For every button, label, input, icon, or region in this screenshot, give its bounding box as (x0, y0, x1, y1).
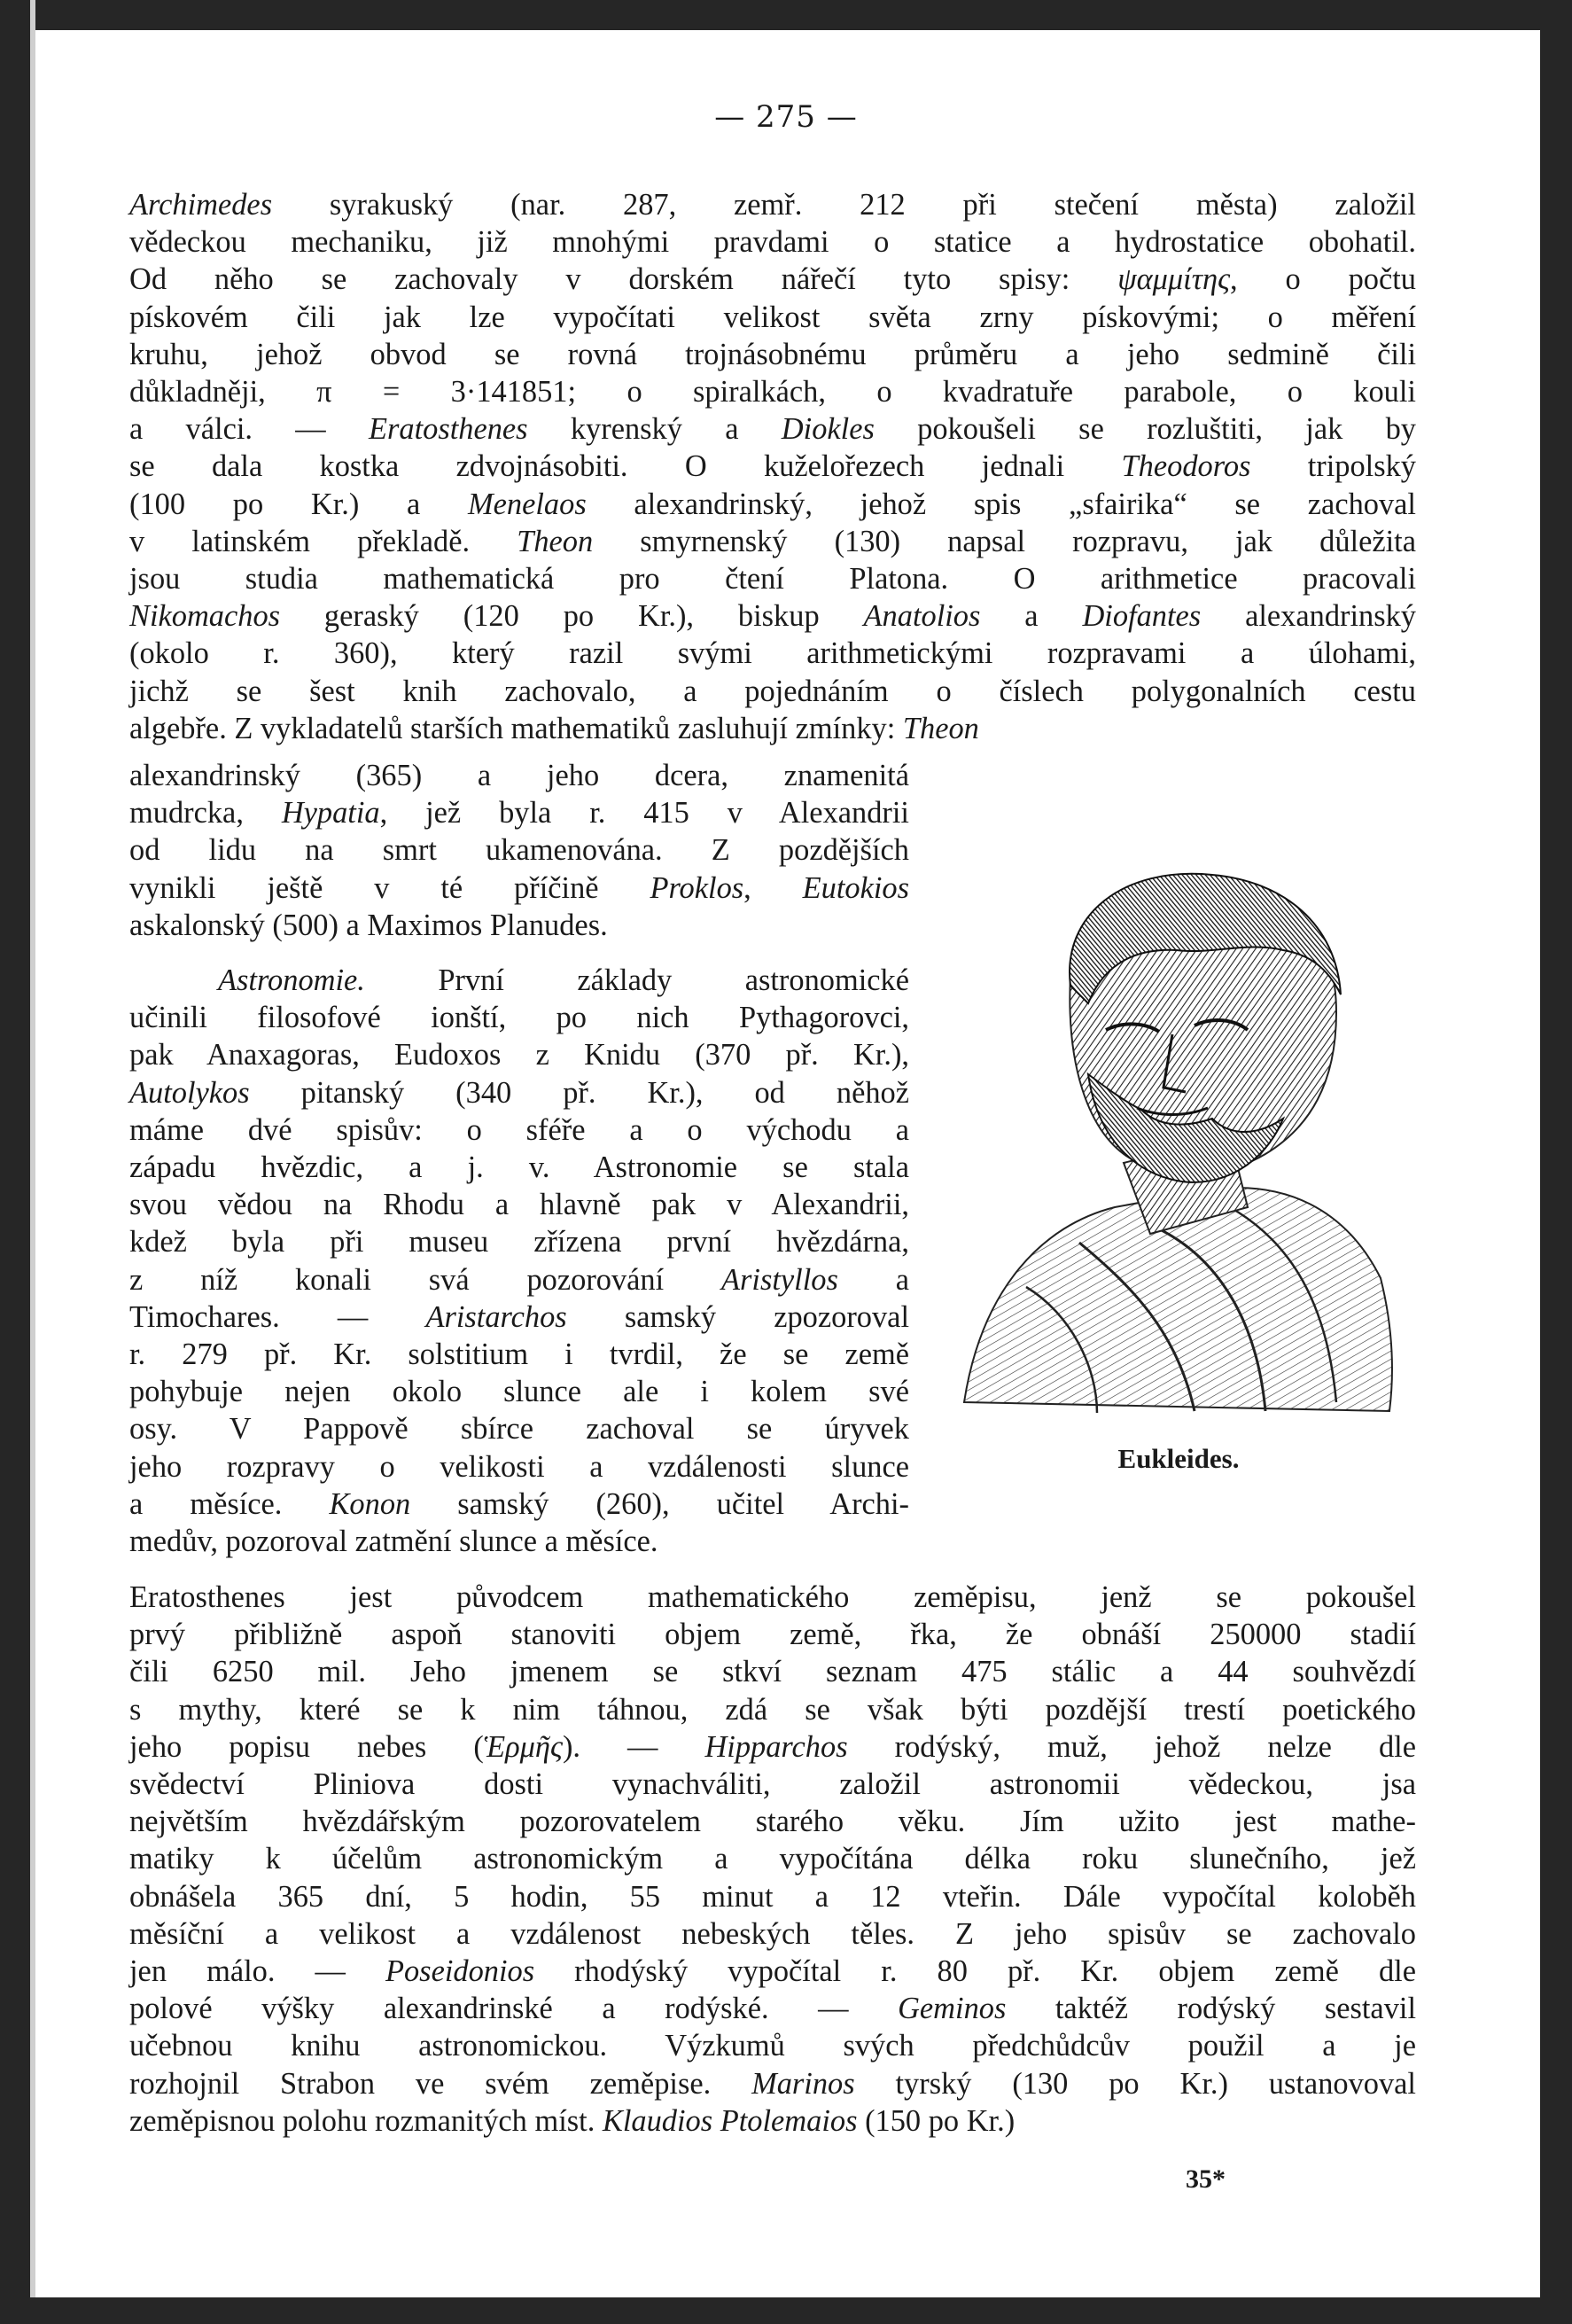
text-run: rozhojnil Strabon ve svém zeměpise. (129, 2066, 752, 2101)
text-run: (okolo r. 360), který razil svými arithmetickými rozpravami a úlohami, (129, 636, 1416, 671)
text-run: největším hvězdářským pozorovatelem starého věku. Jím užito jest mathe- (129, 1805, 1416, 1839)
text-run: tripolský (1250, 449, 1416, 484)
text-line (129, 1653, 1416, 1690)
italic-term: Eutokios (802, 870, 910, 905)
scan-edge-right (1540, 0, 1572, 2324)
text-run: máme dvé spisův: o sféře a o východu a (129, 1112, 909, 1147)
text-run: medův, pozoroval zatmění slunce a měsíce. (129, 1525, 658, 1559)
text-run: smyrnenský (130) napsal rozpravu, jak důležita (593, 524, 1416, 558)
italic-term: Diokles (781, 412, 875, 447)
text-line (129, 635, 1416, 672)
text-run: algebře. Z vykladatelů starších mathematiků zasluhují zmínky: (129, 711, 903, 745)
italic-term: Nikomachos (129, 599, 281, 634)
text-run: osy. V Pappově sbírce zachoval se úryvek (129, 1412, 909, 1447)
text-run: učinili filosofové ionští, po nich Pythagorovci, (129, 1001, 909, 1035)
text-line (129, 1036, 909, 1073)
text-run: syrakuský (nar. 287, zemř. 212 při stečení města) založil (272, 188, 1416, 222)
text-line (129, 757, 909, 794)
text-line (129, 1486, 909, 1523)
eukleides-portrait (946, 870, 1400, 1420)
italic-term: Anatolios (863, 599, 981, 634)
text-run: alexandrinský, jehož spis „sfairika“ se zachoval (586, 487, 1416, 521)
text-line (129, 1373, 909, 1410)
text-run: r. 279 př. Kr. solstitium i tvrdil, že se země (129, 1337, 909, 1372)
text-line (129, 1223, 909, 1260)
text-run: kdež byla při museu zřízena první hvězdárna, (129, 1225, 909, 1259)
text-run: zeměpisnou polohu rozmanitých míst. (129, 2103, 603, 2138)
text-run: pohybuje nejen okolo slunce ale i kolem své (129, 1375, 909, 1409)
text-line (129, 597, 1416, 635)
italic-term: Autolykos (129, 1075, 250, 1110)
text-line (129, 560, 1416, 597)
text-run: taktéž rodýský sestavil (1006, 1992, 1417, 2026)
italic-term: Theon (902, 711, 979, 745)
text-line (129, 486, 1416, 523)
italic-term: Archimedes (129, 188, 273, 222)
figure-caption: Eukleides. (1117, 1443, 1240, 1474)
text-run: geraský (120 po Kr.), biskup (280, 599, 864, 634)
scan-edge-top (0, 0, 1572, 30)
text-run: (100 po Kr.) a (129, 487, 468, 521)
text-line (129, 673, 1416, 710)
text-run: polové výšky alexandrinské a rodýské. — (129, 1992, 899, 2026)
text-line (129, 962, 909, 999)
text-run: mudrcka, (129, 796, 282, 831)
scan-edge-left-inner (30, 0, 35, 2324)
text-run: a (980, 599, 1083, 634)
text-run: samský (260), učitel Archi- (410, 1486, 909, 1521)
text-run: alexandrinský (365) a jeho dcera, znamenitá (129, 759, 909, 792)
text-line (129, 831, 909, 869)
italic-term: Aristarchos (425, 1299, 567, 1334)
text-run: prvý přibližně aspoň stanoviti objem země, řka, že obnáší 250000 stadií (129, 1618, 1416, 1652)
italic-term: Klaudios Ptolemaios (602, 2103, 858, 2138)
text-run: , o počtu (1230, 262, 1416, 297)
text-line (129, 523, 1416, 560)
italic-term: Ἑρμῆς (483, 1729, 563, 1764)
italic-term: Theon (517, 524, 594, 558)
text-run: pak Anaxagoras, Eudoxos z Knidu (370 př. Kr.), (129, 1038, 909, 1072)
text-run: svědectví Pliniova dosti vynachváliti, založil astronomii vědeckou, jsa (129, 1767, 1416, 1802)
text-run: západu hvězdic, a j. v. Astronomie se stala (129, 1150, 909, 1185)
text-run: (150 po Kr.) (857, 2103, 1016, 2138)
text-line (129, 907, 909, 944)
text-line (129, 1298, 909, 1336)
text-run: matiky k účelům astronomickým a vypočítána délka roku slunečního, jež (129, 1842, 1416, 1876)
text-run: vynikli ještě v té příčině (129, 870, 650, 905)
scan-edge-bottom (0, 2297, 1572, 2324)
text-line (129, 2027, 1416, 2064)
text-line (129, 1953, 1416, 1990)
text-line (129, 794, 909, 831)
text-run: askalonský (500) a Maximos Planudes. (129, 908, 608, 942)
text-run: čili 6250 mil. Jeho jmenem se stkví seznam 475 stálic a 44 souhvězdí (129, 1655, 1416, 1689)
scan-edge-left (0, 0, 30, 2324)
text-run: jen málo. — (129, 1954, 385, 1989)
paragraph-eratosthenes (129, 1579, 1416, 2140)
italic-term: Eratosthenes (368, 412, 528, 447)
text-run: kyrenský a (527, 412, 782, 447)
text-run: s mythy, které se k nim táhnou, zdá se však býti pozdější trestí poetického (129, 1692, 1416, 1727)
text-line (129, 1410, 909, 1447)
italic-term: Hipparchos (704, 1729, 848, 1764)
text-run: jeho popisu nebes ( (129, 1729, 484, 1764)
text-line (129, 1803, 1416, 1840)
text-line (129, 1111, 909, 1149)
text-line (129, 1915, 1416, 1953)
text-line (129, 710, 1416, 747)
text-line (129, 1766, 1416, 1803)
text-line (129, 1579, 1416, 1616)
text-line (129, 1448, 909, 1486)
text-line (129, 1728, 1416, 1766)
text-run: obnášela 365 dní, 5 hodin, 55 minut a 12 vteřin. Dále vypočítal koloběh (129, 1879, 1416, 1914)
text-run: pitanský (340 př. Kr.), od něhož (249, 1075, 909, 1110)
text-run: v latinském překladě. (129, 524, 518, 558)
text-run: a válci. — (129, 412, 369, 447)
text-run: jichž se šest knih zachovalo, a pojednáním o číslech polygonalních cestu (129, 674, 1416, 708)
text-line (129, 1074, 909, 1111)
text-run: jeho rozpravy o velikosti a vzdálenosti slunce (129, 1449, 909, 1484)
text-run: od lidu na smrt ukamenována. Z pozdějších (129, 833, 909, 868)
text-line (129, 999, 909, 1036)
italic-term: Menelaos (468, 487, 587, 521)
text-run: měsíční a velikost a vzdálenost nebeských těles. Z jeho spisův se zachovalo (129, 1916, 1416, 1951)
text-run: a měsíce. (129, 1486, 330, 1521)
text-line (129, 336, 1416, 373)
text-line (129, 186, 1416, 223)
text-run: alexandrinský (1201, 599, 1416, 634)
text-run: První základy astronomické (364, 963, 909, 998)
paragraph-astronomie (129, 757, 909, 1560)
page-number: — 275 — (714, 99, 858, 135)
text-run: se dala kostka zdvojnásobiti. O kuželořezech jednali (129, 449, 1122, 484)
text-line (129, 2102, 1416, 2140)
text-line (129, 1336, 909, 1373)
text-line (129, 373, 1416, 410)
text-line (129, 1840, 1416, 1877)
text-line (129, 261, 1416, 298)
text-run: kruhu, jehož obvod se rovná trojnásobnému průměru a jeho sedmině čili (129, 337, 1416, 371)
italic-term: Proklos (650, 870, 744, 905)
italic-term: Konon (329, 1486, 411, 1521)
text-line (129, 223, 1416, 261)
paragraph-archimedes (129, 186, 1416, 747)
text-run: pískovém čili jak lze vypočítati velikost světa zrny pískovými; o měření (129, 300, 1416, 334)
italic-term: Theodoros (1121, 449, 1251, 484)
text-run: učebnou knihu astronomickou. Výzkumů svých předchůdcův použil a je (129, 2029, 1416, 2063)
text-run: Od něho se zachovaly v dorském nářečí tyto spisy: (129, 262, 1118, 297)
text-line (129, 1186, 909, 1223)
text-line (129, 1878, 1416, 1915)
text-run: vědeckou mechaniku, již mnohými pravdami o statice a hydrostatice obohatil. (129, 225, 1416, 260)
text-line (129, 1691, 1416, 1728)
text-run: rhodýský vypočítal r. 80 př. Kr. objem země dle (534, 1954, 1417, 1989)
italic-term: Poseidonios (385, 1954, 535, 1989)
text-line (129, 448, 1416, 485)
text-run: tyrský (130 po Kr.) ustanovoval (854, 2066, 1416, 2101)
text-run: , jež byla r. 415 v Alexandrii (379, 796, 909, 831)
text-line (129, 1616, 1416, 1653)
text-run: rodýský, muž, jehož nelze dle (847, 1729, 1416, 1764)
text-run: Eratosthenes jest původcem mathematického zeměpisu, jenž se pokoušel (129, 1580, 1416, 1614)
text-run: , (743, 870, 803, 905)
text-run: jsou studia mathematická pro čtení Platona. O arithmetice pracovali (129, 562, 1416, 597)
text-line (129, 2065, 1416, 2102)
italic-term: Marinos (751, 2066, 855, 2101)
text-line (129, 870, 909, 907)
text-run: ). — (562, 1729, 705, 1764)
italic-term: Astronomie. (218, 963, 365, 998)
text-run: svou vědou na Rhodu a hlavně pak v Alexandrii, (129, 1188, 909, 1222)
text-line (129, 1261, 909, 1298)
text-run: samský zpozoroval (566, 1299, 909, 1334)
text-line (129, 410, 1416, 448)
italic-term: Hypatia (281, 796, 380, 831)
text-run: z níž konali svá pozorování (129, 1262, 722, 1297)
text-line (129, 1523, 909, 1560)
italic-term: ψαμμίτης (1117, 262, 1231, 297)
text-run: Timochares. — (129, 1299, 426, 1334)
text-line (129, 1990, 1416, 2027)
text-run: a (837, 1262, 909, 1297)
italic-term: Geminos (898, 1992, 1007, 2026)
signature-mark: 35* (1186, 2164, 1226, 2194)
text-run: pokoušeli se rozluštiti, jak by (874, 412, 1416, 447)
text-line (129, 1149, 909, 1186)
italic-term: Aristyllos (721, 1262, 838, 1297)
text-run: důkladněji, π = 3·141851; o spiralkách, o kvadratuře parabole, o kouli (129, 375, 1416, 409)
italic-term: Diofantes (1082, 599, 1202, 634)
text-line (129, 299, 1416, 336)
